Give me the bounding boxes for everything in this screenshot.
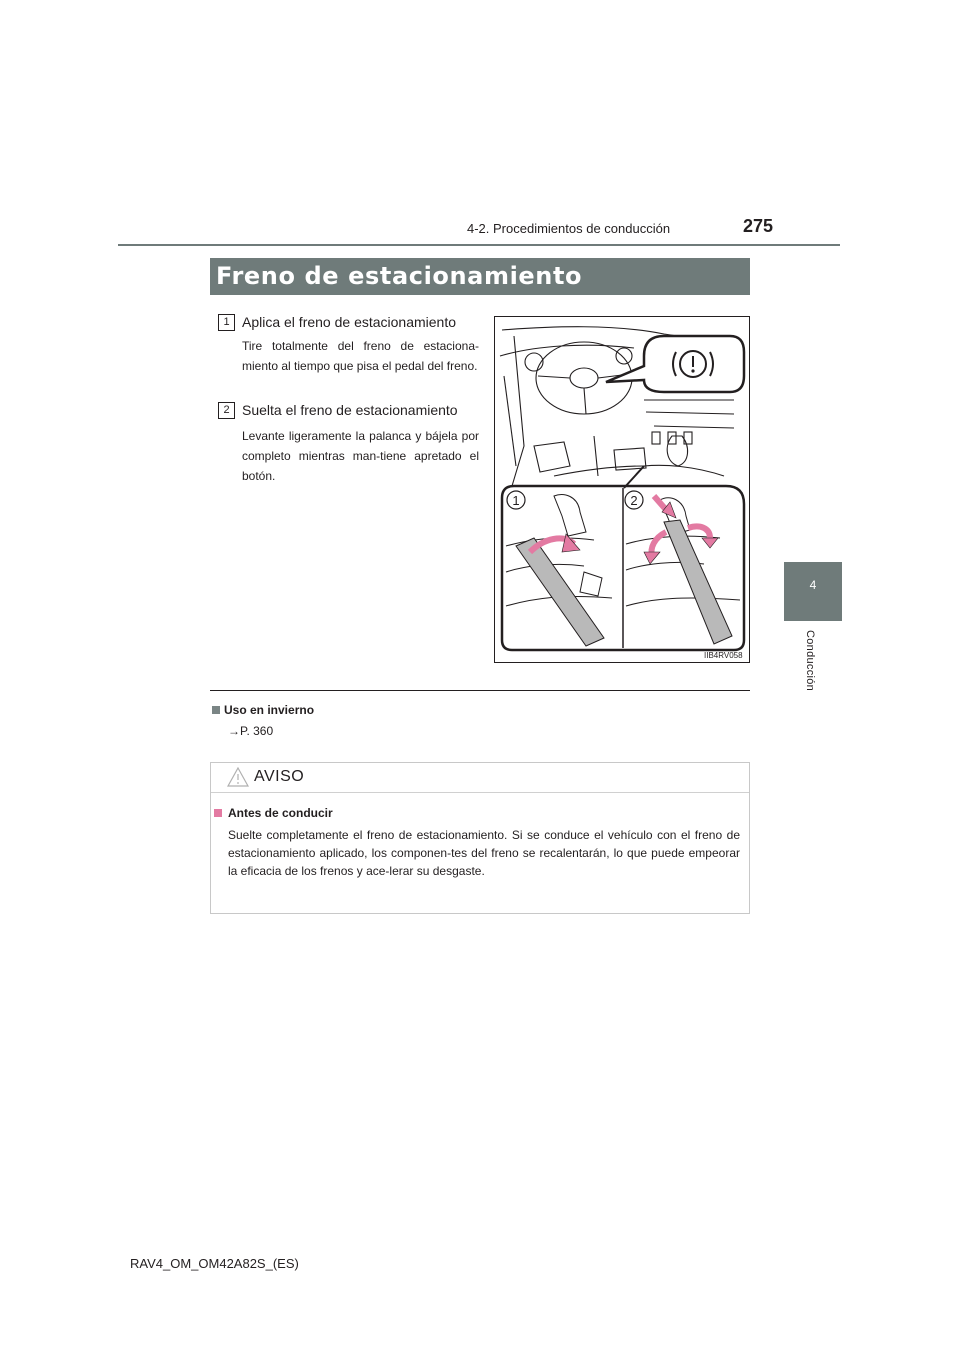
header-rule	[118, 244, 840, 246]
step-number-2: 2	[218, 402, 235, 419]
footer-code: RAV4_OM_OM42A82S_(ES)	[130, 1256, 299, 1271]
parking-brake-illustration	[494, 316, 750, 663]
step-description-2: Levante ligeramente la palanca y bájela por completo mientras man-tiene apretado el botón.	[242, 429, 479, 483]
section-title: Freno de estacionamiento	[216, 262, 583, 290]
step-title-1: Aplica el freno de estacionamiento	[242, 314, 457, 330]
caution-header-rule	[211, 792, 749, 793]
step-number-1: 1	[218, 314, 235, 331]
chapter-number: 4	[809, 578, 817, 592]
figure-code: IIB4RV058	[704, 651, 743, 660]
section-divider	[210, 690, 750, 691]
step-description-1: Tire totalmente del freno de estaciona-miento al tiempo que pisa el pedal del freno.	[242, 339, 479, 373]
callout-2: 2	[630, 493, 638, 508]
section-header: 4-2. Procedimientos de conducción	[467, 221, 671, 236]
page-number: 275	[743, 216, 774, 236]
caution-subtitle: Antes de conducir	[228, 806, 333, 820]
chapter-label: Conducción	[804, 630, 816, 692]
brake-warning-dot	[691, 369, 694, 372]
note-title: Uso en invierno	[224, 703, 315, 717]
note-reference: →P. 360	[228, 724, 274, 738]
caution-header: AVISO	[254, 768, 305, 785]
callout-1: 1	[512, 493, 520, 508]
warning-triangle-icon	[227, 767, 249, 787]
caution-bullet-icon	[214, 809, 222, 817]
note-bullet-icon	[212, 706, 220, 714]
caution-body: Suelte completamente el freno de estacionamiento. Si se conduce el vehículo con el freno de estacionamiento aplicado, los componen-tes del freno se recalentarán, lo que puede empeorar la eficacia de los frenos y ace-lerar su desgaste.	[228, 828, 740, 878]
step-title-2: Suelta el freno de estacionamiento	[242, 402, 458, 418]
